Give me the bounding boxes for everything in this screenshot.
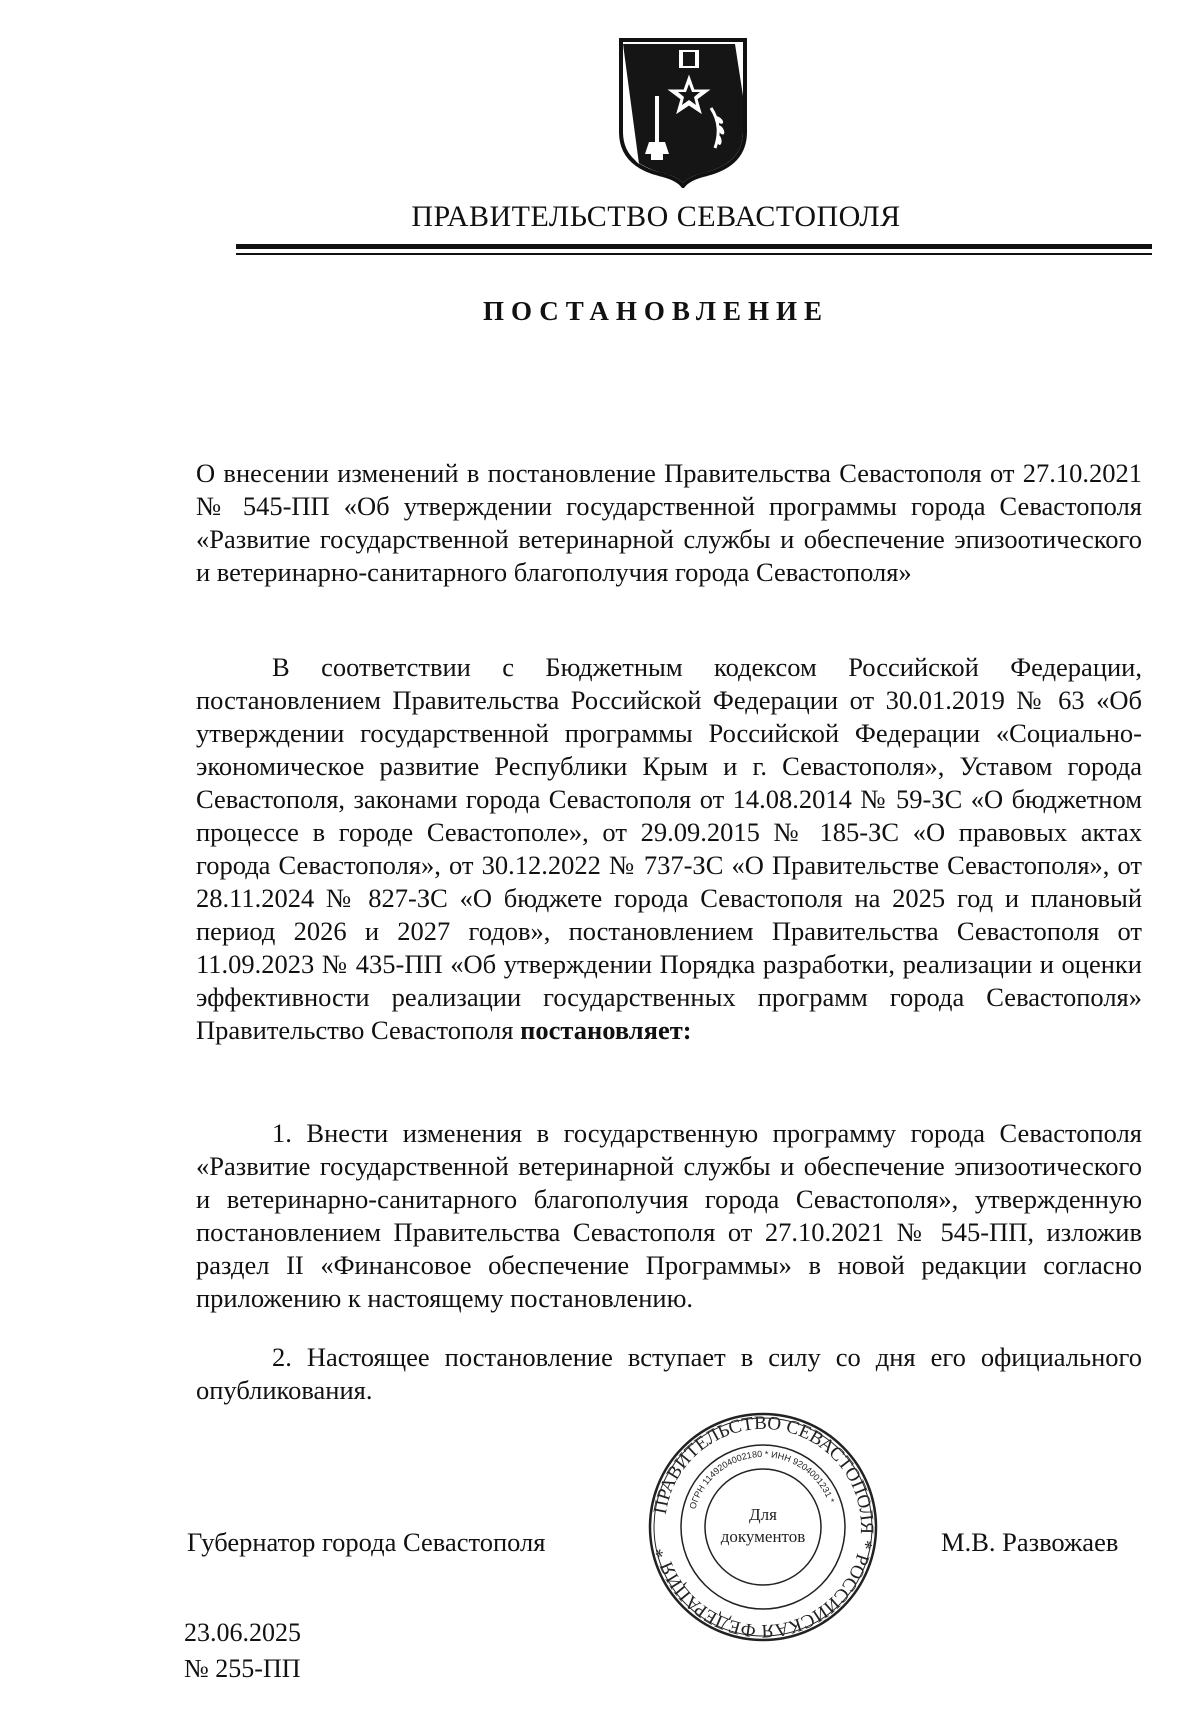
preamble-resolves: постановляет:: [520, 1015, 692, 1045]
official-seal: [646, 1410, 880, 1644]
preamble-paragraph: [196, 651, 1142, 1047]
signer-name: М.В. Развожаев: [941, 1527, 1119, 1557]
government-title: ПРАВИТЕЛЬСТВО СЕВАСТОПОЛЯ: [411, 200, 901, 233]
seal-center-line-1: Для: [749, 1505, 777, 1524]
seal-inner-text: ОГРН 1149204002180 * ИНН 9204001231 *: [687, 1448, 837, 1511]
document-date: 23.06.2025: [184, 1618, 301, 1647]
seal-outer-text: ПРАВИТЕЛЬСТВО СЕВАСТОПОЛЯ * РОССИЙСКАЯ ФЕДЕРАЦИЯ *: [649, 1412, 878, 1642]
header-rule-thin: [236, 253, 1152, 255]
clause-2: 2. Настоящее постановление вступает в силу со дня его официального опубликования.: [196, 1342, 1142, 1405]
signer-role: Губернатор города Севастополя: [187, 1527, 546, 1557]
header-rule-thick: [236, 244, 1152, 249]
clause-1: 1. Внести изменения в государственную программу города Севастополя «Развитие государственной ветеринарной службы и обеспечение эпизоотического и ветеринарно-санитарного благополучия города Севастополя», утвержденную постановлением Правительства Севастополя от 27.10.2021 № 545-ПП, изложив раздел II «Финансовое обеспечение Программы» в новой редакции согласно приложению к настоящему постановлению.: [196, 1118, 1142, 1313]
seal-center-line-2: документов: [720, 1527, 806, 1546]
preamble-text: В соответствии с Бюджетным кодексом Российской Федерации, постановлением Правительства Российской Федерации от 30.01.2019 № 63 «Об утверждении государственной программы Российской Федерации «Социально-экономическое развитие Республики Крым и г. Севастополя», Уставом города Севастополя, законами города Севастополя от 14.08.2014 № 59-ЗС «О бюджетном процессе в городе Севастополе», от 29.09.2015 № 185-ЗС «О правовых актах города Севастополя», от 30.12.2022 № 737-ЗС «О Правительстве Севастополя», от 28.11.2024 № 827-ЗС «О бюджете города Севастополя на 2025 год и плановый период 2026 и 2027 годов», постановлением Правительства Севастополя от 11.09.2023 № 435-ПП «Об утверждении Порядка разработки, реализации и оценки эффективности реализации государственных программ города Севастополя» Правительство Севастополя: [196, 652, 1142, 1045]
document-number: № 255-ПП: [184, 1654, 301, 1683]
document-subject: О внесении изменений в постановление Правительства Севастополя от 27.10.2021 № 545-ПП «Об утверждении государственной программы города Севастополя «Развитие государственной ветеринарной службы и обеспечение эпизоотического и ветеринарно-санитарного благополучия города Севастополя»: [196, 458, 1142, 587]
sevastopol-coat-of-arms-icon: [615, 36, 751, 188]
document-type-heading: ПОСТАНОВЛЕНИЕ: [482, 296, 830, 326]
